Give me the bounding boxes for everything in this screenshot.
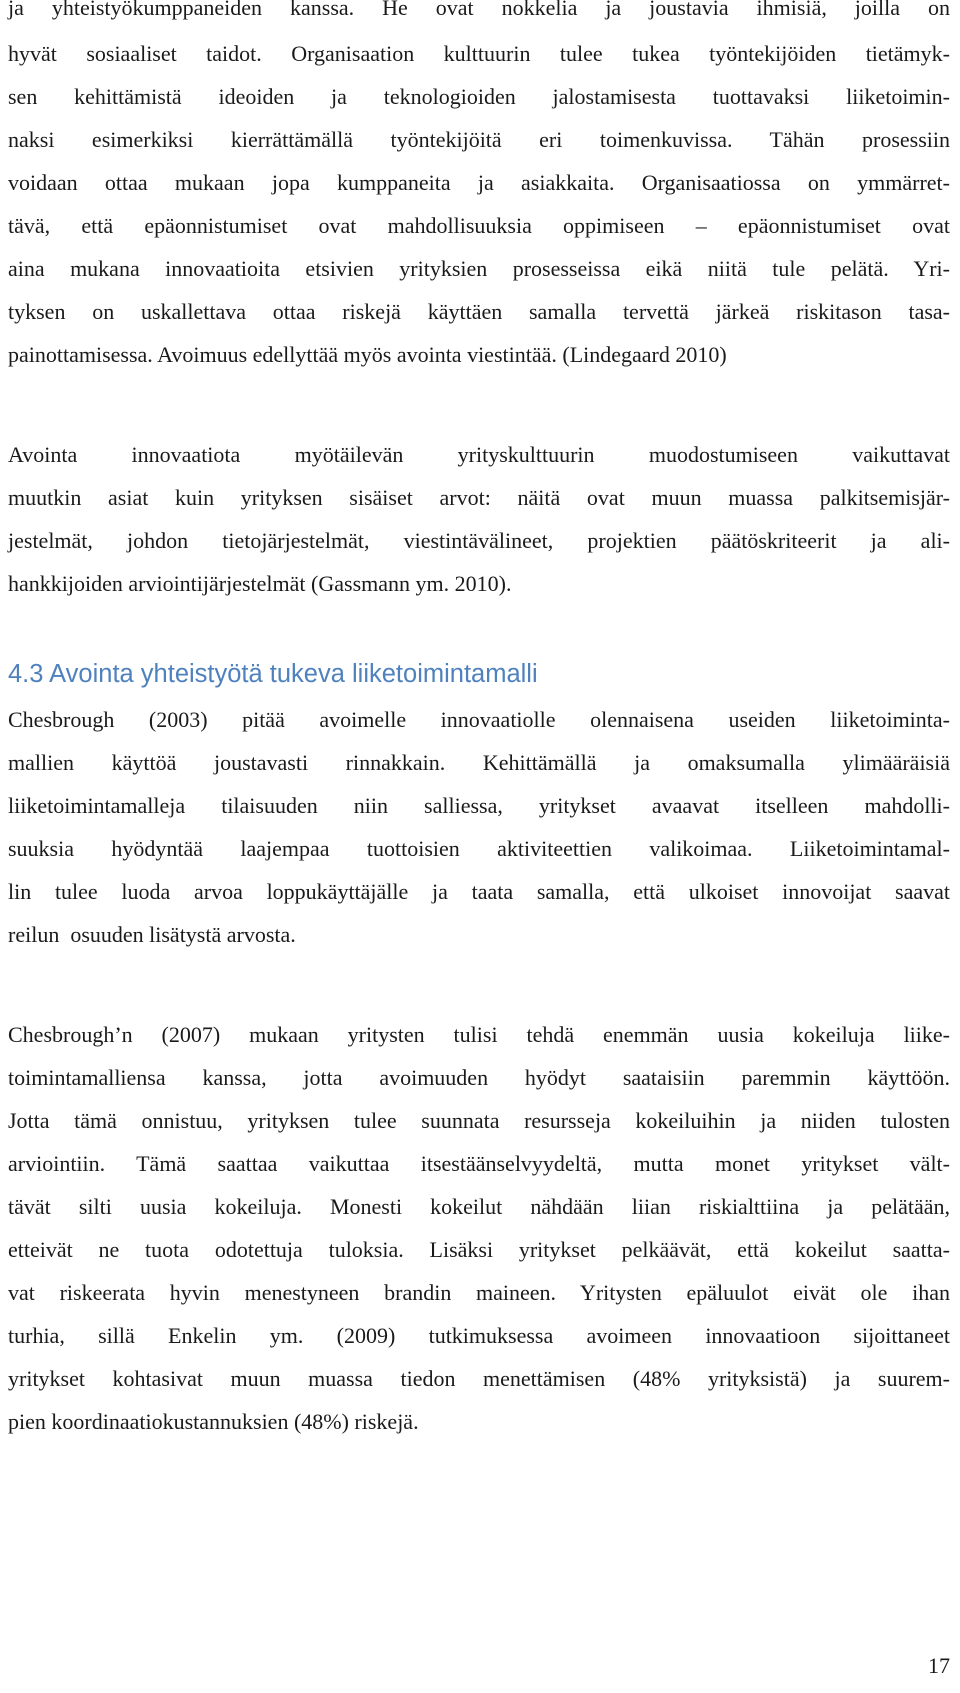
text-line: lin tulee luoda arvoa loppukäyttäjälle ja taata samalla, että ulkoiset innovoijat saavat (8, 879, 950, 904)
text-line: jestelmät, johdon tietojärjestelmät, viestintävälineet, projektien päätöskriteerit ja ali- (8, 528, 950, 553)
text-line: suuksia hyödyntää laajempaa tuottoisien aktiviteettien valikoimaa. Liiketoimintamal- (8, 836, 950, 861)
text-line: ja yhteistyökumppaneiden kanssa. He ovat nokkelia ja joustavia ihmisiä, joilla on (8, 0, 950, 20)
text-line: hankkijoiden arviointijärjestelmät (Gassmann ym. 2010). (8, 571, 512, 596)
text-line: Chesbrough’n (2007) mukaan yritysten tulisi tehdä enemmän uusia kokeiluja liike- (8, 1022, 950, 1047)
page-number: 17 (928, 1653, 950, 1678)
text-line: voidaan ottaa mukaan jopa kumppaneita ja asiakkaita. Organisaatiossa on ymmärret- (8, 170, 950, 195)
text-line: painottamisessa. Avoimuus edellyttää myös avointa viestintää. (Lindegaard 2010) (8, 342, 727, 367)
text-line: vat riskeerata hyvin menestyneen brandin maineen. Yritysten epäluulot eivät ole ihan (8, 1280, 950, 1305)
text-line: sen kehittämistä ideoiden ja teknologioiden jalostamisesta tuottavaksi liiketoimin- (8, 84, 950, 109)
text-line: etteivät ne tuota odotettuja tuloksia. Lisäksi yritykset pelkäävät, että kokeilut saatta- (8, 1237, 950, 1262)
text-line: turhia, sillä Enkelin ym. (2009) tutkimuksessa avoimeen innovaatioon sijoittaneet (8, 1323, 950, 1348)
text-line: toimintamalliensa kanssa, jotta avoimuuden hyödyt saataisiin paremmin käyttöön. (8, 1065, 950, 1090)
text-line: liiketoimintamalleja tilaisuuden niin salliessa, yritykset avaavat itselleen mahdolli- (8, 793, 950, 818)
text-line: Jotta tämä onnistuu, yrityksen tulee suunnata resursseja kokeiluihin ja niiden tulosten (8, 1108, 950, 1133)
text-line: aina mukana innovaatioita etsivien yrityksien prosesseissa eikä niitä tule pelätä. Yri- (8, 256, 950, 281)
text-line: hyvät sosiaaliset taidot. Organisaation kulttuurin tulee tukea työntekijöiden tietämyk- (8, 41, 950, 66)
text-line: tävät silti uusia kokeiluja. Monesti kokeilut nähdään liian riskialttiina ja pelätään, (8, 1194, 950, 1219)
text-line: tävä, että epäonnistumiset ovat mahdollisuuksia oppimiseen – epäonnistumiset ovat (8, 213, 950, 238)
text-line: tyksen on uskallettava ottaa riskejä käyttäen samalla tervettä järkeä riskitason tasa- (8, 299, 950, 324)
text-line: Avointa innovaatiota myötäilevän yrityskulttuurin muodostumiseen vaikuttavat (8, 442, 950, 467)
text-line: naksi esimerkiksi kierrättämällä työntekijöitä eri toimenkuvissa. Tähän prosessiin (8, 127, 950, 152)
text-line: pien koordinaatiokustannuksien (48%) riskejä. (8, 1409, 419, 1434)
text-line: arviointiin. Tämä saattaa vaikuttaa itsestäänselvyydeltä, mutta monet yritykset vält- (8, 1151, 950, 1176)
text-line: Chesbrough (2003) pitää avoimelle innovaatiolle olennaisena useiden liiketoiminta- (8, 707, 950, 732)
section-heading-4-3: 4.3 Avointa yhteistyötä tukeva liiketoimintamalli (8, 660, 538, 688)
text-line: yritykset kohtasivat muun muassa tiedon menettämisen (48% yrityksistä) ja suurem- (8, 1366, 950, 1391)
text-line: muutkin asiat kuin yrityksen sisäiset arvot: näitä ovat muun muassa palkitsemisjär- (8, 485, 950, 510)
text-line: reilun osuuden lisätystä arvosta. (8, 922, 296, 947)
text-line: mallien käyttöä joustavasti rinnakkain. Kehittämällä ja omaksumalla ylimääräisiä (8, 750, 950, 775)
